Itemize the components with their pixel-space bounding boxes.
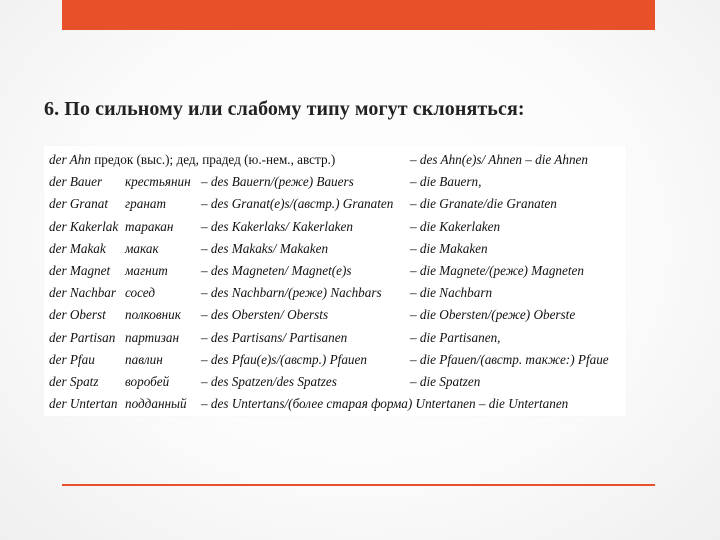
noun-genitive: – des Untertans/(более старая форма) Untertanen – die Untertanen bbox=[201, 396, 569, 412]
table-row bbox=[49, 260, 609, 282]
table-row bbox=[49, 304, 609, 326]
noun-de: der Granat bbox=[49, 196, 108, 212]
noun-ru: сосед bbox=[125, 285, 155, 301]
noun-ru: полковник bbox=[125, 307, 181, 323]
noun-plural: – des Ahn(e)s/ Ahnen – die Ahnen bbox=[410, 152, 588, 167]
noun-de: der Bauer bbox=[49, 174, 103, 190]
noun-genitive: – des Bauern/(реже) Bauers bbox=[201, 174, 354, 190]
declension-table-panel bbox=[44, 146, 626, 416]
noun-de: der Makak bbox=[49, 240, 106, 256]
noun-plural: – die Pfauen/(австр. также:) Pfaue bbox=[410, 351, 609, 367]
table-row bbox=[49, 349, 609, 371]
noun-ahn-meaning bbox=[49, 149, 410, 171]
slide-title: 6. По сильному или слабому типу могут склоняться: bbox=[44, 98, 525, 120]
noun-de: der Pfau bbox=[49, 351, 95, 367]
noun-plural: – die Makaken bbox=[410, 240, 488, 256]
noun-genitive: – des Partisans/ Partisanen bbox=[201, 329, 348, 345]
bottom-accent-line bbox=[62, 484, 655, 486]
noun-ru: гранат bbox=[125, 196, 166, 212]
noun-de: der Kakerlak bbox=[49, 218, 119, 234]
table-row bbox=[49, 193, 609, 215]
noun-plural: – die Nachbarn bbox=[410, 285, 493, 301]
noun-plural: – die Kakerlaken bbox=[410, 218, 501, 234]
noun-plural: – die Obersten/(реже) Oberste bbox=[410, 307, 576, 323]
noun-genitive: – des Spatzen/des Spatzes bbox=[201, 374, 337, 390]
table-row bbox=[49, 282, 609, 304]
table-row bbox=[49, 238, 609, 260]
noun-genitive: – des Obersten/ Obersts bbox=[201, 307, 329, 323]
noun-plural: – die Partisanen, bbox=[410, 329, 501, 345]
noun-genitive: – des Makaks/ Makaken bbox=[201, 240, 329, 256]
table-row bbox=[49, 216, 609, 238]
noun-ru: крестьянин bbox=[125, 174, 191, 190]
noun-plural: – die Magnete/(реже) Magneten bbox=[410, 263, 584, 279]
noun-plural: – die Granate/die Granaten bbox=[410, 196, 557, 212]
noun-ru: партизан bbox=[125, 329, 180, 345]
table-row bbox=[49, 149, 609, 171]
noun-genitive: – des Pfau(e)s/(австр.) Pfauen bbox=[201, 351, 367, 367]
noun-de: der Nachbar bbox=[49, 285, 117, 301]
noun-de: der Ahn bbox=[49, 152, 91, 167]
table-row bbox=[49, 393, 609, 415]
noun-ru: подданный bbox=[125, 396, 187, 412]
declension-table bbox=[49, 149, 609, 415]
noun-de: der Untertan bbox=[49, 396, 118, 412]
noun-de: der Spatz bbox=[49, 374, 99, 390]
noun-genitive: – des Granat(e)s/(австр.) Granaten bbox=[201, 196, 394, 212]
noun-de: der Partisan bbox=[49, 329, 116, 345]
noun-genitive: – des Magneten/ Magnet(e)s bbox=[201, 263, 352, 279]
noun-ru: магнит bbox=[125, 263, 168, 279]
noun-ru: воробей bbox=[125, 374, 170, 390]
noun-plural: – die Spatzen bbox=[410, 374, 481, 390]
table-row bbox=[49, 327, 609, 349]
table-row bbox=[49, 371, 609, 393]
top-accent-bar bbox=[62, 0, 655, 30]
noun-plural: – die Bauern, bbox=[410, 174, 482, 190]
table-row bbox=[49, 171, 609, 193]
noun-ru: таракан bbox=[125, 218, 174, 234]
noun-ru: павлин bbox=[125, 351, 163, 367]
noun-ru: макак bbox=[125, 240, 159, 256]
noun-de: der Magnet bbox=[49, 263, 111, 279]
noun-genitive: – des Kakerlaks/ Kakerlaken bbox=[201, 218, 353, 234]
noun-genitive: – des Nachbarn/(реже) Nachbars bbox=[201, 285, 382, 301]
noun-de: der Oberst bbox=[49, 307, 106, 323]
noun-ru: предок (выс.); дед, прадед (ю.-нем., австр.) bbox=[94, 152, 336, 167]
